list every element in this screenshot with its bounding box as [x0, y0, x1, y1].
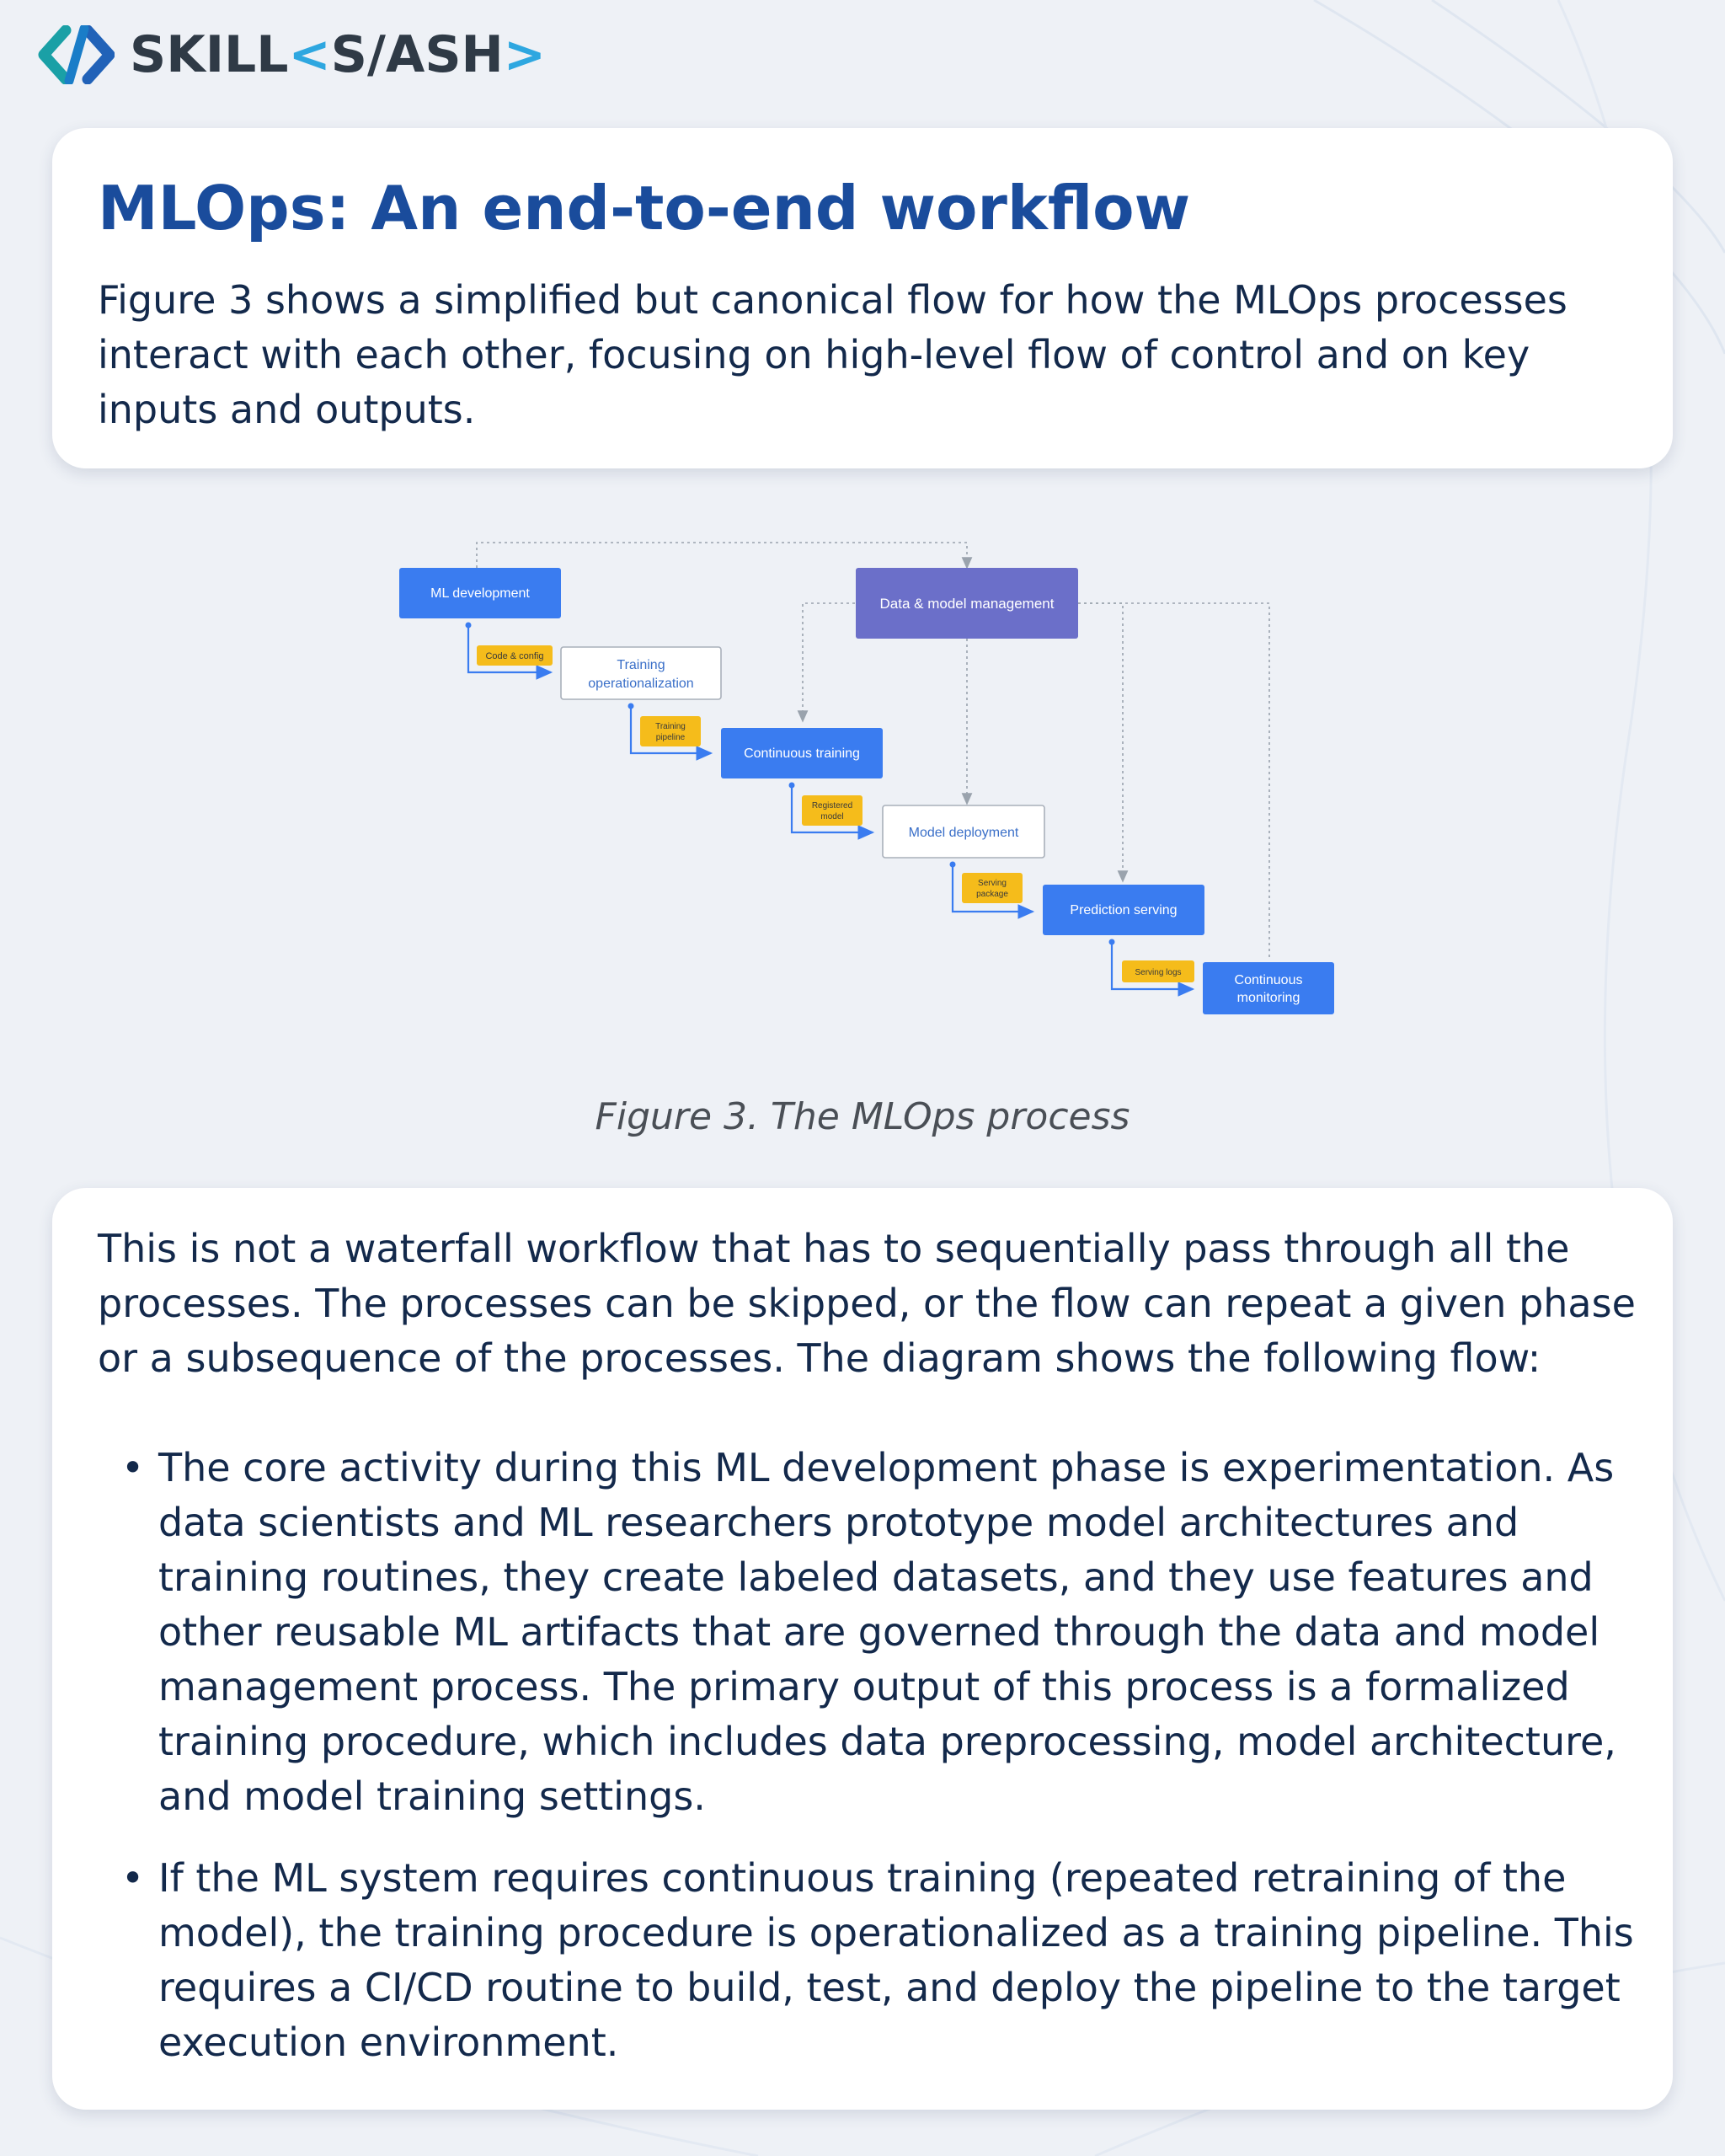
body-card	[52, 1188, 1673, 2110]
connector-management-to-training	[803, 603, 855, 721]
node-prediction-serving	[1043, 885, 1204, 935]
brand-word: SKILL	[130, 25, 289, 84]
dot-serving	[1109, 939, 1115, 945]
artifact-serving-logs-label: Serving logs	[1135, 968, 1182, 977]
list-item	[98, 1441, 1656, 1824]
intro-text: Figure 3 shows a simplified but canonical flow for how the MLOps processes interact with each other, focusing on high-level flow of control and on key inputs and outputs.	[98, 277, 1567, 432]
connector-management-to-serving	[1078, 603, 1123, 881]
dot-deployment	[950, 862, 956, 868]
node-training-operationalization	[561, 647, 721, 699]
node-model-deployment	[883, 805, 1044, 858]
code-brackets-icon	[37, 25, 115, 84]
node-ml-development	[399, 568, 561, 618]
artifact-serving-package	[962, 873, 1023, 903]
artifact-code-config-label: Code & config	[485, 651, 544, 661]
bullet-icon: •	[121, 1855, 145, 1901]
artifact-registered-model	[802, 795, 862, 826]
node-continuous-monitoring-line2: monitoring	[1236, 991, 1300, 1005]
node-training-op-line1: Training	[617, 658, 665, 672]
body-paragraph: This is not a waterfall workflow that has to sequentially pass through all the processes. The processes can be skipped, or the flow can repeat a given phase or a subsequence of the processes. The diagram shows the following flow:	[98, 1226, 1636, 1381]
dot-training-op	[628, 704, 634, 709]
node-data-model-management	[856, 568, 1078, 639]
dot-ml-dev	[466, 623, 472, 629]
artifact-serving-package-line1: Serving	[978, 879, 1007, 888]
mlops-process-diagram	[396, 536, 1339, 1033]
artifact-registered-model-line2: model	[820, 812, 844, 821]
artifact-code-config	[477, 645, 553, 666]
node-model-deployment-label: Model deployment	[908, 826, 1019, 840]
node-training-op-line2: operationalization	[588, 677, 694, 691]
artifact-registered-model-line1: Registered	[811, 801, 853, 811]
brand-open-bracket: <	[288, 25, 331, 84]
node-ml-development-label: ML development	[430, 586, 530, 601]
artifact-serving-logs	[1122, 960, 1194, 982]
artifact-training-pipeline	[640, 716, 701, 746]
artifact-training-pipeline-line2: pipeline	[655, 733, 686, 742]
bullet-text: If the ML system requires continuous training (repeated retraining of the model), the training procedure is operationalized as a training pipeline. This requires a CI/CD routine to build, test, and deploy the pipeline to the target execution environment.	[158, 1855, 1634, 2065]
bullet-list	[98, 1441, 1656, 2097]
list-item	[98, 1851, 1656, 2070]
node-prediction-serving-label: Prediction serving	[1070, 903, 1178, 918]
page-title: MLOps: An end-to-end workflow	[98, 173, 1191, 243]
brand-middle: S/ASH	[330, 25, 504, 84]
brand-close-bracket: >	[503, 25, 547, 84]
dot-continuous	[789, 783, 795, 789]
artifact-training-pipeline-line1: Training	[655, 722, 686, 731]
node-continuous-training	[721, 728, 883, 778]
artifact-serving-package-line2: package	[976, 890, 1008, 899]
node-continuous-monitoring-line1: Continuous	[1234, 973, 1303, 987]
bullet-icon: •	[121, 1445, 145, 1490]
bullet-text: The core activity during this ML development phase is experimentation. As data scientists and ML researchers prototype model architectures and training routines, they create labeled datasets, and they use features and other reusable ML artifacts that are governed through the data and model management process. The primary output of this process is a formalized training procedure, which includes data preprocessing, model architecture, and model training settings.	[158, 1445, 1616, 1819]
figure-caption: Figure 3. The MLOps process	[595, 1095, 1130, 1138]
connector-ml-dev-to-management	[477, 543, 967, 568]
node-data-model-management-label: Data & model management	[879, 596, 1055, 612]
node-continuous-monitoring	[1203, 962, 1334, 1014]
brand-logo	[37, 19, 546, 91]
node-continuous-training-label: Continuous training	[744, 746, 860, 761]
brand-wordmark	[130, 25, 547, 84]
intro-card	[52, 128, 1673, 468]
